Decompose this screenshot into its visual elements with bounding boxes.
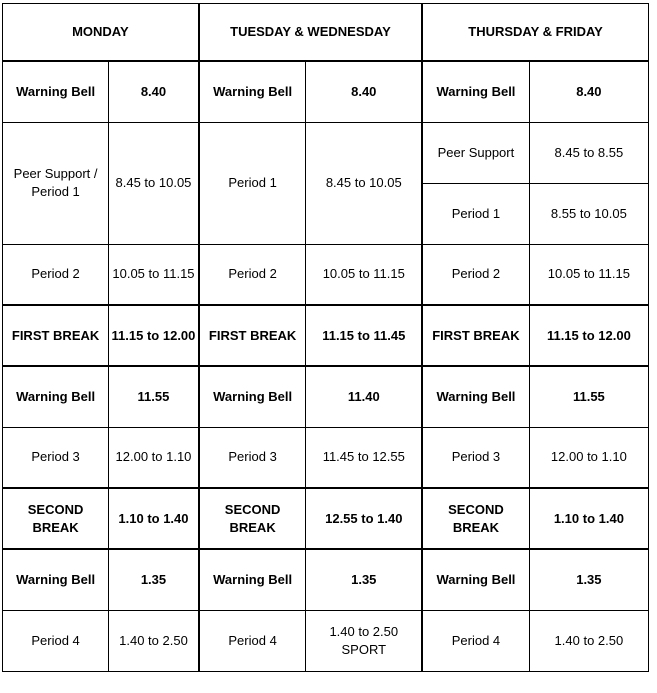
- session-label: Warning Bell: [199, 366, 306, 427]
- table-row: [3, 61, 649, 122]
- session-label: SECOND BREAK: [199, 488, 306, 549]
- table-row: [3, 305, 649, 366]
- session-label: Period 1: [422, 183, 529, 244]
- session-time: 1.35: [109, 549, 199, 610]
- session-time: 1.35: [529, 549, 648, 610]
- session-label: Warning Bell: [199, 549, 306, 610]
- session-time: 1.10 to 1.40: [529, 488, 648, 549]
- session-time: 8.45 to 8.55: [529, 122, 648, 183]
- header-row: [3, 4, 649, 62]
- session-time: 12.00 to 1.10: [529, 427, 648, 488]
- header-tuesday-wednesday: TUESDAY & WEDNESDAY: [199, 4, 422, 62]
- session-time: 10.05 to 11.15: [306, 244, 422, 305]
- session-time: 8.45 to 10.05: [306, 122, 422, 244]
- table-row: [3, 122, 649, 183]
- session-time: 8.40: [529, 61, 648, 122]
- session-label: Warning Bell: [422, 549, 529, 610]
- session-label: FIRST BREAK: [422, 305, 529, 366]
- session-time: 11.15 to 12.00: [529, 305, 648, 366]
- session-label: Period 4: [3, 610, 109, 671]
- session-time: 11.15 to 11.45: [306, 305, 422, 366]
- table-row: [3, 366, 649, 427]
- bell-schedule-table: [2, 3, 649, 672]
- session-label: Period 1: [199, 122, 306, 244]
- session-label: Period 2: [199, 244, 306, 305]
- table-row: [3, 244, 649, 305]
- session-time: 8.40: [109, 61, 199, 122]
- session-time: 11.40: [306, 366, 422, 427]
- session-label: Period 2: [422, 244, 529, 305]
- session-label: Warning Bell: [3, 366, 109, 427]
- session-label: Period 4: [422, 610, 529, 671]
- session-label: Period 3: [199, 427, 306, 488]
- session-time: 11.55: [109, 366, 199, 427]
- session-label: FIRST BREAK: [3, 305, 109, 366]
- session-label: Peer Support: [422, 122, 529, 183]
- session-time: 1.40 to 2.50: [109, 610, 199, 671]
- session-label: FIRST BREAK: [199, 305, 306, 366]
- table-row: [3, 549, 649, 610]
- session-time: 1.40 to 2.50 SPORT: [306, 610, 422, 671]
- session-time: 11.55: [529, 366, 648, 427]
- session-label: Period 2: [3, 244, 109, 305]
- session-time: 1.35: [306, 549, 422, 610]
- session-time: 11.15 to 12.00: [109, 305, 199, 366]
- session-label: Warning Bell: [199, 61, 306, 122]
- session-label: Period 4: [199, 610, 306, 671]
- session-label: Warning Bell: [3, 549, 109, 610]
- session-time: 10.05 to 11.15: [529, 244, 648, 305]
- table-row: [3, 427, 649, 488]
- session-time: 8.45 to 10.05: [109, 122, 199, 244]
- session-time: 8.40: [306, 61, 422, 122]
- session-label: Warning Bell: [3, 61, 109, 122]
- session-label: Warning Bell: [422, 61, 529, 122]
- session-time: 1.40 to 2.50: [529, 610, 648, 671]
- session-time: 1.10 to 1.40: [109, 488, 199, 549]
- session-label: Period 3: [3, 427, 109, 488]
- table-row: [3, 488, 649, 549]
- session-time: 8.55 to 10.05: [529, 183, 648, 244]
- session-time: 11.45 to 12.55: [306, 427, 422, 488]
- table-row: [3, 610, 649, 671]
- session-time: 12.00 to 1.10: [109, 427, 199, 488]
- session-label: SECOND BREAK: [3, 488, 109, 549]
- header-thursday-friday: THURSDAY & FRIDAY: [422, 4, 648, 62]
- session-label: Peer Support / Period 1: [3, 122, 109, 244]
- session-time: 10.05 to 11.15: [109, 244, 199, 305]
- session-label: Warning Bell: [422, 366, 529, 427]
- session-label: Period 3: [422, 427, 529, 488]
- header-monday: MONDAY: [3, 4, 199, 62]
- session-label: SECOND BREAK: [422, 488, 529, 549]
- session-time: 12.55 to 1.40: [306, 488, 422, 549]
